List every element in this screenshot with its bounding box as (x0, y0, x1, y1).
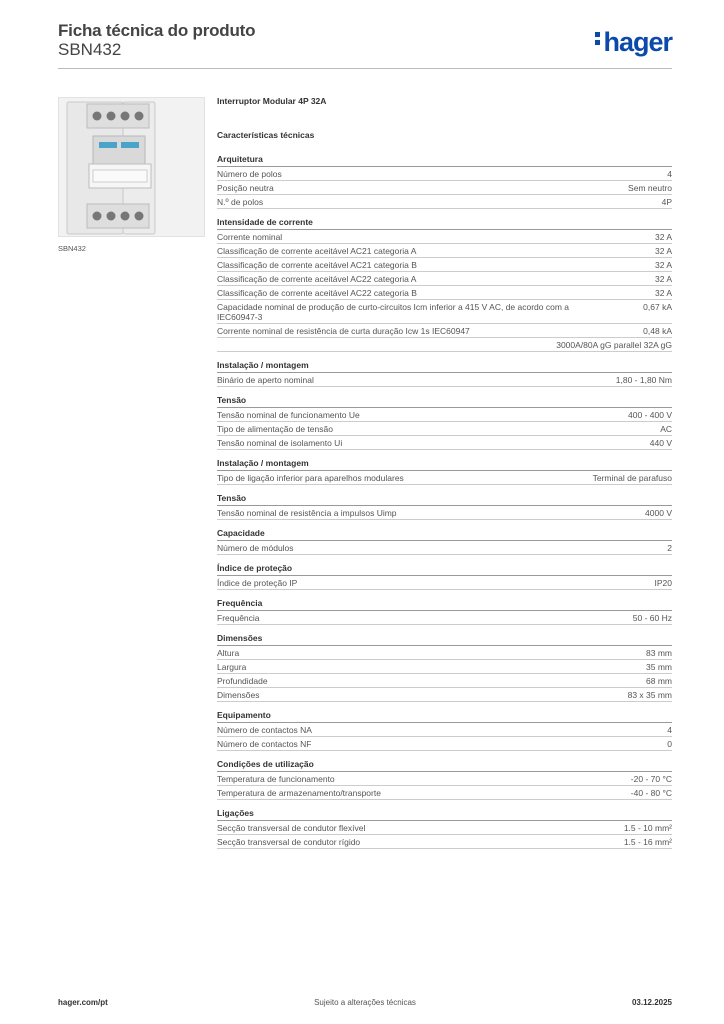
spec-label: Tensão nominal de isolamento Ui (217, 438, 343, 448)
spec-value: 4P (661, 197, 672, 207)
spec-section (217, 154, 672, 209)
section-title: Ligações (217, 808, 672, 821)
spec-label: Temperatura de armazenamento/transporte (217, 788, 381, 798)
footer-notice: Sujeito a alterações técnicas (314, 998, 416, 1007)
spec-row (217, 821, 672, 835)
section-title: Equipamento (217, 710, 672, 723)
spec-value: -20 - 70 °C (630, 774, 672, 784)
section-title: Intensidade de corrente (217, 217, 672, 230)
spec-label: Capacidade nominal de produção de curto-circuitos Icm inferior a 415 V AC, de acordo com a IEC60947-3 (217, 302, 569, 322)
spec-value: 0,67 kA (643, 302, 672, 312)
spec-label: Altura (217, 648, 240, 658)
spec-section (217, 710, 672, 751)
spec-section (217, 493, 672, 520)
hager-logo[interactable] (595, 27, 672, 58)
footer-date: 03.12.2025 (631, 998, 672, 1007)
spec-row (217, 723, 672, 737)
spec-value: 440 V (649, 438, 672, 448)
page-title: Ficha técnica do produto (58, 21, 256, 40)
spec-sections (217, 154, 672, 849)
spec-value: AC (660, 424, 672, 434)
spec-row (217, 300, 672, 324)
spec-section (217, 759, 672, 800)
spec-label: Binário de aperto nominal (217, 375, 314, 385)
spec-row (217, 373, 672, 387)
product-image (58, 97, 205, 237)
spec-label: N.º de polos (217, 197, 264, 207)
spec-section (217, 360, 672, 387)
spec-label: Tipo de alimentação de tensão (217, 424, 333, 434)
spec-label: Número de polos (217, 169, 282, 179)
spec-value: 1.5 - 16 mm² (623, 837, 672, 847)
spec-row (217, 737, 672, 751)
spec-section (217, 395, 672, 450)
spec-label: Classificação de corrente aceitável AC21 categoria B (217, 260, 417, 270)
spec-value: Terminal de parafuso (592, 473, 672, 483)
spec-section (217, 563, 672, 590)
spec-value: 35 mm (646, 662, 672, 672)
spec-value: 32 A (654, 260, 672, 270)
spec-label: Classificação de corrente aceitável AC22 categoria A (217, 274, 417, 284)
spec-row (217, 422, 672, 436)
section-title: Instalação / montagem (217, 360, 672, 373)
spec-value: 3000A/80A gG parallel 32A gG (556, 340, 672, 350)
spec-row (217, 688, 672, 702)
spec-label: Classificação de corrente aceitável AC22 categoria B (217, 288, 417, 298)
spec-label: Corrente nominal de resistência de curta duração Icw 1s IEC60947 (217, 326, 470, 336)
spec-row (217, 835, 672, 849)
spec-value: 1,80 - 1,80 Nm (615, 375, 672, 385)
spec-row (217, 541, 672, 555)
spec-label: Secção transversal de condutor rígido (217, 837, 361, 847)
spec-value: 50 - 60 Hz (632, 613, 672, 623)
spec-section (217, 808, 672, 849)
spec-row (217, 258, 672, 272)
spec-value: 32 A (654, 232, 672, 242)
spec-value: 4000 V (645, 508, 672, 518)
spec-row (217, 772, 672, 786)
spec-value: 68 mm (646, 676, 672, 686)
spec-label: Classificação de corrente aceitável AC21 categoria A (217, 246, 417, 256)
spec-value: 32 A (654, 288, 672, 298)
spec-value: 83 x 35 mm (627, 690, 672, 700)
spec-label: Número de contactos NA (217, 725, 312, 735)
header-divider (58, 68, 672, 69)
section-title: Frequência (217, 598, 672, 611)
section-title: Índice de proteção (217, 563, 672, 576)
spec-label: Corrente nominal (217, 232, 283, 242)
spec-row (217, 786, 672, 800)
spec-row (217, 674, 672, 688)
spec-label: Dimensões (217, 690, 260, 700)
image-caption: SBN432 (58, 244, 86, 253)
footer-website-link[interactable]: hager.com/pt (58, 998, 108, 1007)
section-title: Arquitetura (217, 154, 672, 167)
spec-row (217, 338, 672, 352)
spec-row (217, 576, 672, 590)
characteristics-title: Características técnicas (217, 130, 315, 140)
spec-value: 4 (667, 725, 672, 735)
spec-section (217, 598, 672, 625)
product-code: SBN432 (58, 40, 122, 59)
section-title: Capacidade (217, 528, 672, 541)
spec-row (217, 167, 672, 181)
spec-value: 0,48 kA (643, 326, 672, 336)
spec-content (217, 96, 672, 857)
spec-value: 2 (667, 543, 672, 553)
spec-value: 83 mm (646, 648, 672, 658)
spec-row (217, 324, 672, 338)
section-title: Tensão (217, 395, 672, 408)
switch-illustration-icon (59, 98, 204, 236)
spec-section (217, 217, 672, 352)
spec-label: Número de contactos NF (217, 739, 312, 749)
spec-label: Temperatura de funcionamento (217, 774, 335, 784)
section-title: Instalação / montagem (217, 458, 672, 471)
spec-value: -40 - 80 °C (630, 788, 672, 798)
spec-value: 32 A (654, 274, 672, 284)
spec-label: Número de módulos (217, 543, 294, 553)
spec-label: Frequência (217, 613, 260, 623)
section-title: Dimensões (217, 633, 672, 646)
spec-value: 32 A (654, 246, 672, 256)
spec-row (217, 195, 672, 209)
spec-value: 1.5 - 10 mm² (623, 823, 672, 833)
spec-value: 4 (667, 169, 672, 179)
spec-label: Posição neutra (217, 183, 274, 193)
spec-row (217, 286, 672, 300)
spec-label: Índice de proteção IP (217, 578, 298, 588)
spec-row (217, 244, 672, 258)
spec-section (217, 458, 672, 485)
section-title: Tensão (217, 493, 672, 506)
section-title: Condições de utilização (217, 759, 672, 772)
spec-row (217, 230, 672, 244)
spec-row (217, 436, 672, 450)
spec-section (217, 633, 672, 702)
spec-label: Tensão nominal de funcionamento Ue (217, 410, 360, 420)
spec-row (217, 272, 672, 286)
spec-row (217, 660, 672, 674)
spec-row (217, 611, 672, 625)
spec-row (217, 506, 672, 520)
spec-label: Profundidade (217, 676, 268, 686)
spec-value: IP20 (654, 578, 672, 588)
spec-row (217, 471, 672, 485)
spec-value: Sem neutro (628, 183, 672, 193)
spec-section (217, 528, 672, 555)
spec-label: Secção transversal de condutor flexível (217, 823, 366, 833)
logo-text: hager (603, 27, 672, 57)
product-name: Interruptor Modular 4P 32A (217, 96, 327, 106)
spec-label: Tipo de ligação inferior para aparelhos modulares (217, 473, 404, 483)
spec-row (217, 646, 672, 660)
spec-row (217, 408, 672, 422)
logo-dots-icon (595, 29, 601, 48)
spec-row (217, 181, 672, 195)
spec-label: Tensão nominal de resistência a impulsos Uimp (217, 508, 397, 518)
spec-value: 400 - 400 V (628, 410, 672, 420)
spec-value: 0 (667, 739, 672, 749)
spec-label: Largura (217, 662, 247, 672)
